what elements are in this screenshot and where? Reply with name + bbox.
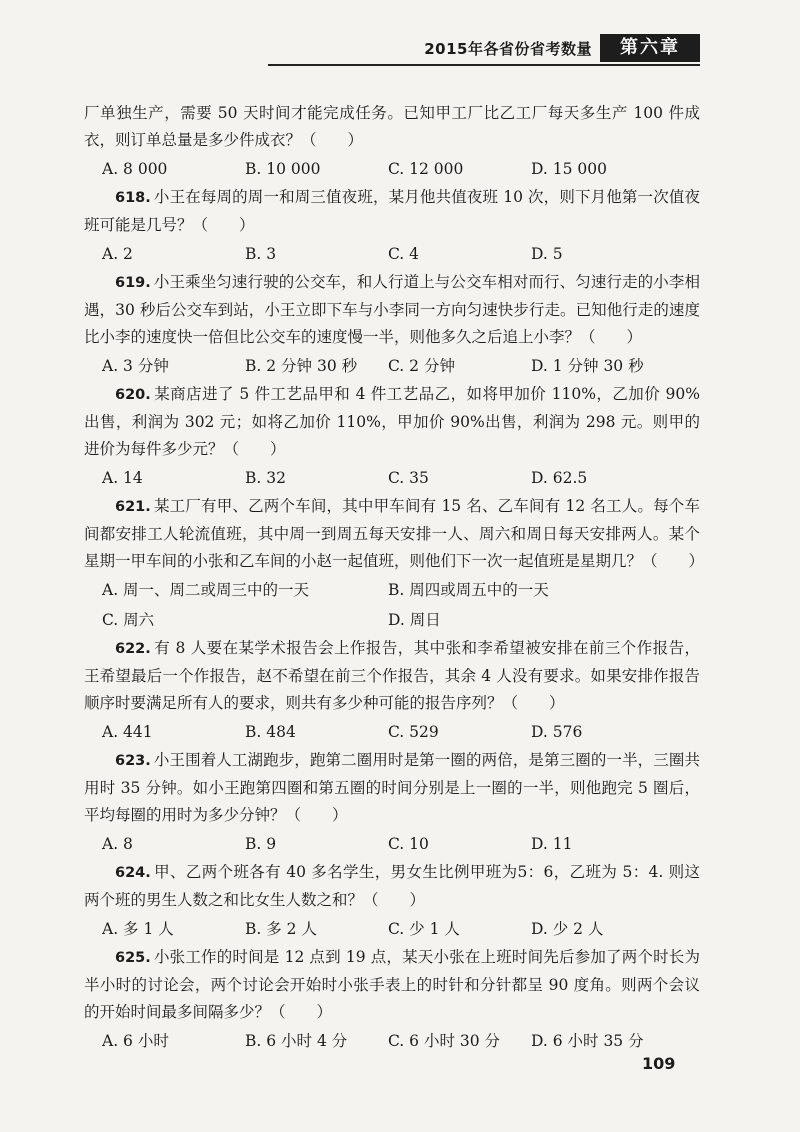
question-number: 618. [115, 190, 151, 206]
option: B. 9 [245, 835, 277, 853]
option: B. 10 000 [245, 160, 321, 178]
question-continued [84, 100, 700, 184]
option: B. 3 [245, 245, 277, 263]
header-subtitle: 2015年各省份省考数量 [424, 40, 592, 58]
option: C. 少 1 人 [388, 920, 460, 938]
question-text: 甲、乙两个班各有 40 多名学生，男女生比例甲班为5：6，乙班为 5：4. 则这两个班的男生人数之和比女生人数之和？（ ） [84, 863, 700, 909]
option-list [84, 351, 700, 381]
question-number: 621. [115, 499, 151, 515]
option: A. 14 [102, 469, 143, 487]
question-number: 623. [115, 753, 151, 769]
question-number: 624. [115, 865, 151, 881]
question-number: 622. [115, 641, 151, 657]
option: D. 576 [531, 723, 583, 741]
option: A. 6 小时 [102, 1032, 169, 1050]
question-text: 有 8 人要在某学术报告会上作报告，其中张和李希望被安排在前三个作报告，王希望最后一个作报告，赵不希望在前三个作报告，其余 4 人没有要求。如果安排作报告顺序时要满足所有人的要求，则共有多少种可能的报告序列？（ ） [84, 639, 700, 712]
question-622 [84, 635, 700, 747]
option: C. 35 [388, 469, 429, 487]
option: C. 6 小时 30 分 [388, 1032, 501, 1050]
option: D. 62.5 [531, 469, 588, 487]
option: A. 8 000 [102, 160, 168, 178]
question-620 [84, 381, 700, 493]
option: D. 15 000 [531, 160, 607, 178]
option-list [84, 717, 700, 747]
question-621 [84, 493, 705, 635]
question-text: 小张工作的时间是 12 点到 19 点，某天小张在上班时间先后参加了两个时长为半小时的讨论会，两个讨论会开始时小张手表上的时针和分针都呈 90 度角。则两个会议的开始时间最多间隔多少？（ ） [84, 948, 700, 1021]
option: C. 4 [388, 245, 420, 263]
question-text: 厂单独生产，需要 50 天时间才能完成任务。已知甲工厂比乙工厂每天多生产 100 件成衣，则订单总量是多少件成衣？（ ） [84, 104, 700, 149]
option: D. 1 分钟 30 秒 [531, 357, 644, 375]
option: A. 2 [102, 245, 133, 263]
option: C. 周六 [102, 611, 155, 629]
option: B. 多 2 人 [245, 920, 317, 938]
page-number: 109 [642, 1054, 676, 1073]
option-list [84, 575, 700, 635]
chapter-tab: 第六章 [600, 34, 700, 62]
option: A. 多 1 人 [102, 920, 174, 938]
option: C. 10 [388, 835, 429, 853]
question-text: 小王围着人工湖跑步，跑第二圈用时是第一圈的两倍，是第三圈的一半，三圈共用时 35 分钟。如小王跑第四圈和第五圈的时间分别是上一圈的一半，则他跑完 5 圈后，平均每圈的用时为多少分钟？（ ） [84, 751, 700, 824]
option: B. 6 小时 4 分 [245, 1032, 348, 1050]
option: A. 8 [102, 835, 133, 853]
question-text: 某商店进了 5 件工艺品甲和 4 件工艺品乙，如将甲加价 110%，乙加价 90%出售，利润为 302 元；如将乙加价 110%，甲加价 90%出售，利润为 298 元。则甲的进价为每件多少元？（ ） [84, 385, 700, 458]
running-header [268, 34, 700, 66]
page-content [84, 100, 705, 1056]
option: D. 周日 [388, 611, 441, 629]
option-list [84, 829, 700, 859]
option: C. 529 [388, 723, 439, 741]
question-623 [84, 747, 700, 859]
option: B. 2 分钟 30 秒 [245, 357, 358, 375]
option: D. 5 [531, 245, 563, 263]
question-text: 小王在每周的周一和周三值夜班，某月他共值夜班 10 次，则下月他第一次值夜班可能是几号？（ ） [84, 188, 700, 234]
option: B. 484 [245, 723, 296, 741]
option-list [84, 239, 700, 269]
question-number: 620. [115, 387, 151, 403]
option-list [84, 1026, 700, 1056]
question-624 [84, 859, 700, 944]
option: A. 周一、周二或周三中的一天 [102, 581, 310, 599]
option: D. 6 小时 35 分 [531, 1032, 644, 1050]
option: A. 441 [102, 723, 153, 741]
option: C. 2 分钟 [388, 357, 455, 375]
option: D. 少 2 人 [531, 920, 604, 938]
question-text: 某工厂有甲、乙两个车间，其中甲车间有 15 名、乙车间有 12 名工人。每个车间都安排工人轮流值班，其中周一到周五每天安排一人、周六和周日每天安排两人。某个星期一甲车间的小张和乙车间的小赵一起值班，则他们下一次一起值班是星期几？（ ） [84, 497, 705, 570]
option-list [84, 914, 700, 944]
question-618 [84, 184, 700, 269]
option-list [84, 154, 700, 184]
question-625 [84, 944, 700, 1056]
question-number: 625. [115, 950, 151, 966]
question-number: 619. [115, 275, 151, 291]
option: B. 周四或周五中的一天 [388, 581, 549, 599]
question-619 [84, 269, 700, 381]
option: A. 3 分钟 [102, 357, 169, 375]
option: C. 12 000 [388, 160, 464, 178]
option: D. 11 [531, 835, 573, 853]
option-list [84, 463, 700, 493]
option: B. 32 [245, 469, 286, 487]
question-text: 小王乘坐匀速行驶的公交车，和人行道上与公交车相对而行、匀速行走的小李相遇，30 秒后公交车到站，小王立即下车与小李同一方向匀速快步行走。已知他行走的速度比小李的速度快一倍但比公交车的速度慢一半，则他多久之后追上小李？（ ） [84, 273, 700, 346]
